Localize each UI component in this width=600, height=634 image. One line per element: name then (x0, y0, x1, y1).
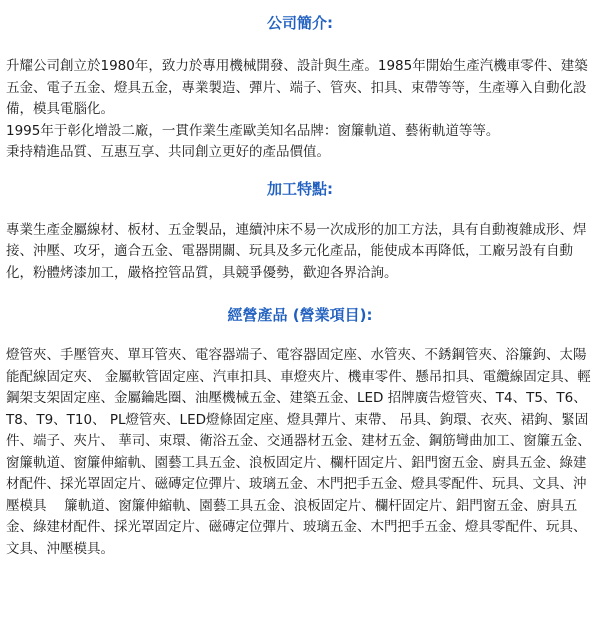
about-heading: 公司簡介: (267, 14, 333, 32)
about-paragraph-values: 秉持精進品質、互惠互享、共同創立更好的產品價值。 (6, 144, 330, 160)
products-paragraph: 燈管夾、手壓管夾、單耳管夾、電容器端子、電容器固定座、水管夾、不銹鋼管夾、浴簾鉤、太陽能配線固定夾、 金屬軟管固定座、汽車扣具、車燈夾片、機車零件、懸吊扣具、電纜線固定具、輕鋼架支架固定座、金屬鑰匙圈、油壓機械五金、建築五金、LED 招牌廣告燈管夾、T4、T5、T6、T8、T9、T10、 PL燈管夾、LED燈條固定座、燈具彈片、束帶、 吊具、鉤環、衣夾、裙鉤、緊固件、端子、夾片、 華司、束環、衛浴五金、交通器材五金、建材五金、鋼筋彎曲加工、窗簾五金、窗簾軌道、窗簾伸縮軌、園藝工具五金、浪板固定片、欄杆固定片、鋁門窗五金、廚具五金、綠建材配件、採光罩固定片、磁磚定位彈片、玻璃五金、木門把手五金、燈具零配件、玩具、文具、沖壓模具 簾軌道、窗簾伸縮軌、園藝工具五金、浪板固定片、欄杆固定片、鋁門窗五金、廚具五金、綠建材配件、採光罩固定片、磁磚定位彈片、玻璃五金、木門把手五金、燈具零配件、玩具、文具、沖壓模具。 (6, 347, 591, 557)
about-section (0, 56, 600, 164)
about-paragraph-second-plant: 1995年于彰化增設二廠，一貫作業生產歐美知名品牌：窗簾軌道、藝術軌道等等。 (6, 122, 500, 139)
processing-heading: 加工特點: (267, 179, 333, 198)
processing-paragraph: 專業生產金屬線材、板材、五金製品，連續沖床不易一次成形的加工方法，具有自動複雜成形、焊接、沖壓、攻牙，適合五金、電器開關、玩具及多元化產品，能使成本再降低，工廠另設有自動化，粉體烤漆加工，嚴格控管品質，具競爭優勢，歡迎各界洽詢。 (6, 221, 587, 281)
about-paragraph-history: 升耀公司創立於1980年，致力於專用機械開發、設計與生產。1985年開始生產汽機車零件、建築五金、電子五金、燈具五金，專業製造、彈片、端子、管夾、扣具、束帶等等，生產導入自動化設備，模具電腦化。 (6, 58, 588, 117)
products-heading: 經營產品 (營業項目): (227, 306, 373, 324)
